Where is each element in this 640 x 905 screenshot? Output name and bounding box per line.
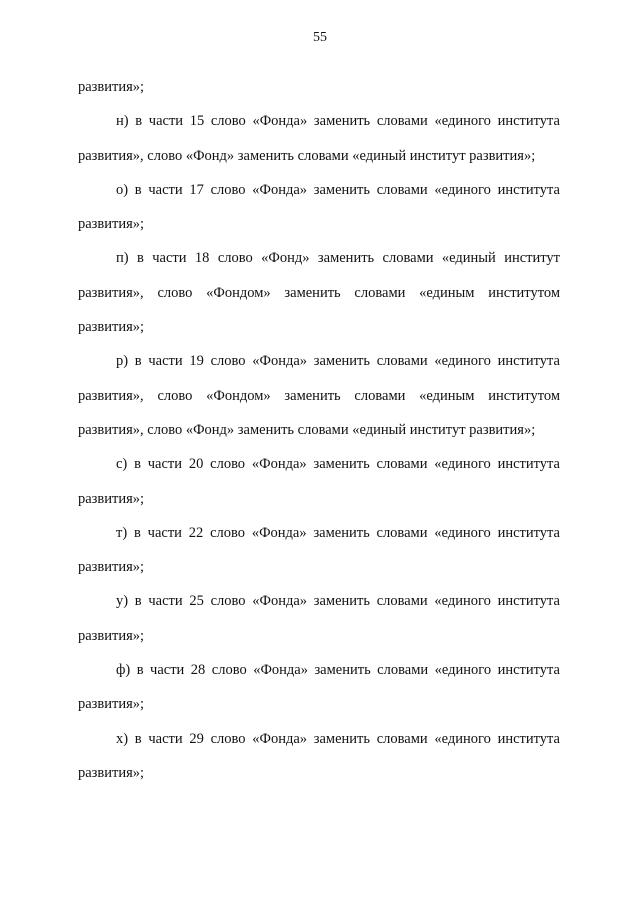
text-line: п) в части 18 слово «Фонд» заменить словами «единый институт	[116, 250, 560, 267]
text-line: у) в части 25 слово «Фонда» заменить словами «единого института	[116, 593, 560, 610]
text-line: развития»;	[78, 696, 145, 713]
text-line: развития»;	[78, 764, 145, 781]
text-line: с) в части 20 слово «Фонда» заменить словами «единого института	[116, 456, 560, 473]
text-line: развития», слово «Фондом» заменить словами «единым институтом	[78, 284, 560, 301]
text-line: развития», слово «Фондом» заменить словами «единым институтом	[78, 387, 560, 404]
text-line: развития»;	[78, 319, 145, 336]
text-line: развития»;	[78, 490, 145, 507]
text-line: развития»;	[78, 627, 145, 644]
text-line: т) в части 22 слово «Фонда» заменить словами «единого института	[116, 524, 560, 541]
text-line: о) в части 17 слово «Фонда» заменить словами «единого института	[116, 181, 560, 198]
text-line: развития»;	[78, 216, 145, 233]
text-line: развития», слово «Фонд» заменить словами «единый институт развития»;	[78, 147, 536, 164]
text-line: развития»;	[78, 79, 145, 95]
text-line: х) в части 29 слово «Фонда» заменить словами «единого института	[116, 730, 560, 747]
document-body	[78, 70, 560, 790]
text-line: р) в части 19 слово «Фонда» заменить словами «единого института	[116, 353, 560, 370]
text-line: н) в части 15 слово «Фонда» заменить словами «единого института	[116, 113, 560, 130]
text-line: развития», слово «Фонд» заменить словами «единый институт развития»;	[78, 421, 536, 438]
text-line: ф) в части 28 слово «Фонда» заменить словами «единого института	[116, 662, 560, 679]
text-line: развития»;	[78, 559, 145, 576]
page-number: 55	[313, 30, 327, 45]
